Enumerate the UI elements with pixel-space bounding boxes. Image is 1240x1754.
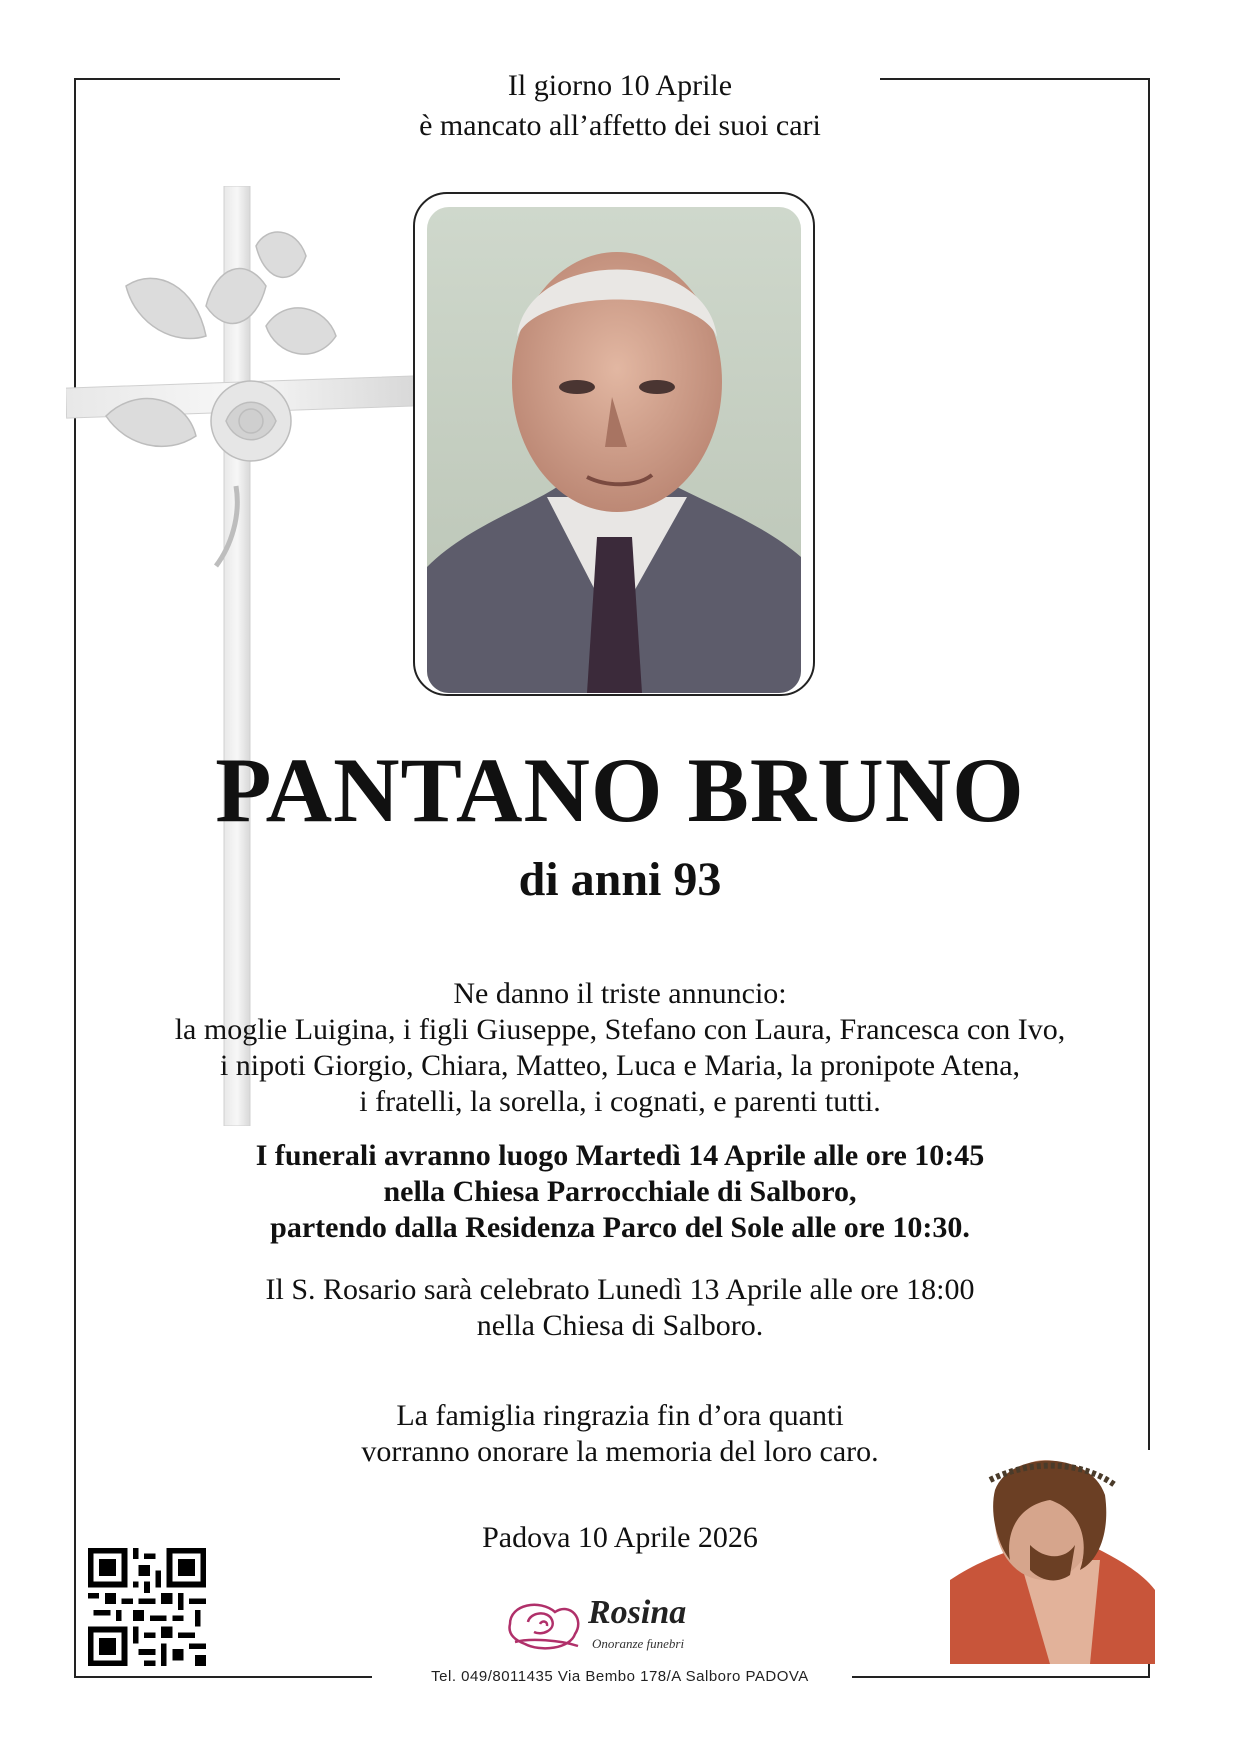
- funeral-line-2: nella Chiesa Parrocchiale di Salboro,: [383, 1175, 857, 1208]
- place-date: Padova 10 Aprile 2026: [482, 1521, 758, 1554]
- funeral-line-1: I funerali avranno luogo Martedì 14 Aprile alle ore 10:45: [255, 1139, 985, 1172]
- announcement-line-3: i fratelli, la sorella, i cognati, e parenti tutti.: [359, 1085, 881, 1118]
- announcement-line-2: i nipoti Giorgio, Chiara, Matteo, Luca e Maria, la pronipote Atena,: [219, 1049, 1021, 1082]
- header-text: [0, 66, 1240, 146]
- deceased-name: PANTANO BRUNO: [215, 739, 1025, 841]
- rosary-line-2: nella Chiesa di Salboro.: [476, 1309, 764, 1342]
- footer-contact: Tel. 049/8011435 Via Bembo 178/A Salboro PADOVA: [431, 1668, 809, 1685]
- header-line-2: è mancato all’affetto dei suoi cari: [419, 109, 821, 142]
- announcement-line-1: la moglie Luigina, i figli Giuseppe, Stefano con Laura, Francesca con Ivo,: [174, 1013, 1066, 1046]
- thanks-line-1: La famiglia ringrazia fin d’ora quanti: [396, 1399, 844, 1432]
- qr-code[interactable]: [88, 1548, 206, 1666]
- deceased-photo: [427, 207, 801, 693]
- christ-portrait: [950, 1450, 1155, 1664]
- thanks-line-2: vorranno onorare la memoria del loro caro.: [361, 1435, 879, 1468]
- logo-name: Rosina: [588, 1594, 687, 1631]
- rosary-info: [0, 1272, 1240, 1344]
- deceased-age: di anni 93: [518, 853, 722, 906]
- rosary-line-1: Il S. Rosario sarà celebrato Lunedì 13 Aprile alle ore 18:00: [265, 1273, 975, 1306]
- logo-subtitle: Onoranze funebri: [592, 1636, 685, 1651]
- header-line-1: Il giorno 10 Aprile: [507, 69, 733, 102]
- funeral-info: [0, 1138, 1240, 1246]
- announcement: [0, 976, 1240, 1120]
- funeral-line-3: partendo dalla Residenza Parco del Sole alle ore 10:30.: [270, 1211, 970, 1244]
- announcement-intro: Ne danno il triste annuncio:: [453, 977, 787, 1010]
